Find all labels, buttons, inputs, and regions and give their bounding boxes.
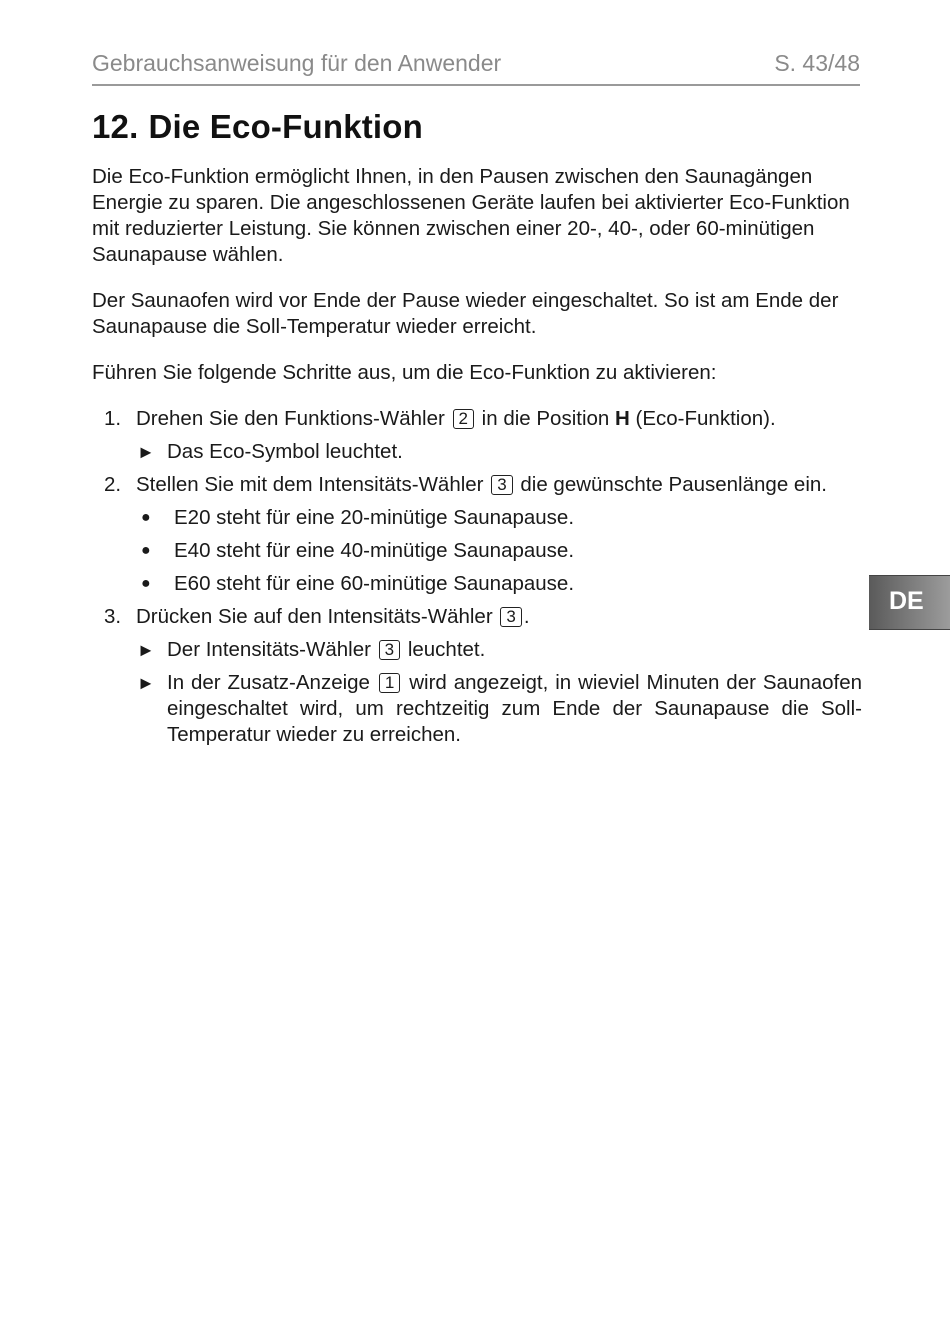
step-text: die gewünschte Pausenlänge ein. (520, 473, 827, 496)
step-text: Drehen Sie den Funktions-Wähler (136, 407, 445, 430)
language-label: DE (889, 587, 924, 615)
step-text: Drücken Sie auf den Intensitäts-Wähler (136, 605, 493, 628)
bullet-text: E20 steht für eine 20-minütige Saunapause. (174, 506, 575, 529)
bullet-icon: ● (141, 509, 151, 526)
result-text: Das Eco-Symbol leuchtet. (167, 440, 403, 463)
page-number: S. 43/48 (774, 50, 860, 76)
step-text: Stellen Sie mit dem Intensitäts-Wähler (136, 473, 484, 496)
result-text: wird angezeigt, in wieviel Minuten der Saunaofen eingeschaltet wird, um rechtzeitig zum Ende der Saunapause die Soll-Temperatur wieder zu erreichen. (167, 671, 863, 746)
position-label: H (615, 407, 630, 430)
bullet-item (92, 538, 862, 564)
section-title: Die Eco-Funktion (148, 108, 424, 145)
step-text: (Eco-Funktion). (635, 407, 776, 430)
step-number: 2. (104, 473, 122, 496)
bullet-text: E60 steht für eine 60-minütige Saunapause. (174, 572, 575, 595)
result-arrow-icon: ► (137, 673, 155, 693)
result-text: leuchtet. (407, 638, 486, 661)
bullet-icon: ● (141, 575, 151, 592)
language-tab (869, 575, 950, 630)
control-reference-box: 3 (491, 475, 512, 495)
result-item (92, 670, 862, 748)
step-item (92, 472, 862, 498)
step-text: in die Position (481, 407, 610, 430)
control-reference-box: 2 (453, 409, 474, 429)
document-title: Gebrauchsanweisung für den Anwender (92, 50, 502, 76)
result-item (92, 637, 862, 663)
control-reference-box: 1 (379, 673, 400, 693)
step-number: 3. (104, 605, 122, 628)
section-heading (92, 108, 862, 146)
step-number: 1. (104, 407, 122, 430)
result-arrow-icon: ► (137, 640, 155, 660)
step-list (92, 406, 862, 748)
bullet-text: E40 steht für eine 40-minütige Saunapause. (174, 539, 575, 562)
main-content (92, 108, 862, 755)
result-text: In der Zusatz-Anzeige (167, 671, 370, 694)
control-reference-box: 3 (500, 607, 521, 627)
step-item (92, 406, 862, 432)
result-text: Der Intensitäts-Wähler (167, 638, 371, 661)
step-text: . (523, 605, 530, 628)
bullet-icon: ● (141, 542, 151, 559)
control-reference-box: 3 (379, 640, 400, 660)
page-header (92, 48, 860, 86)
result-item (92, 439, 862, 465)
bullet-item (92, 571, 862, 597)
result-arrow-icon: ► (137, 442, 155, 462)
intro-paragraph: Die Eco-Funktion ermöglicht Ihnen, in den Pausen zwischen den Saunagängen Energie zu sparen. Die angeschlossenen Geräte laufen bei aktivierter Eco-Funktion mit reduzierter Leistung. Sie können zwischen einer 20-, 40-, oder 60-minütigen Saunapause wählen. (92, 165, 850, 266)
steps-intro-paragraph: Führen Sie folgende Schritte aus, um die Eco-Funktion zu aktivieren: (92, 361, 717, 384)
bullet-item (92, 505, 862, 531)
section-number: 12. (92, 108, 139, 145)
restart-paragraph: Der Saunaofen wird vor Ende der Pause wieder eingeschaltet. So ist am Ende der Saunapause die Soll-Temperatur wieder erreicht. (92, 289, 839, 338)
step-item (92, 604, 862, 630)
